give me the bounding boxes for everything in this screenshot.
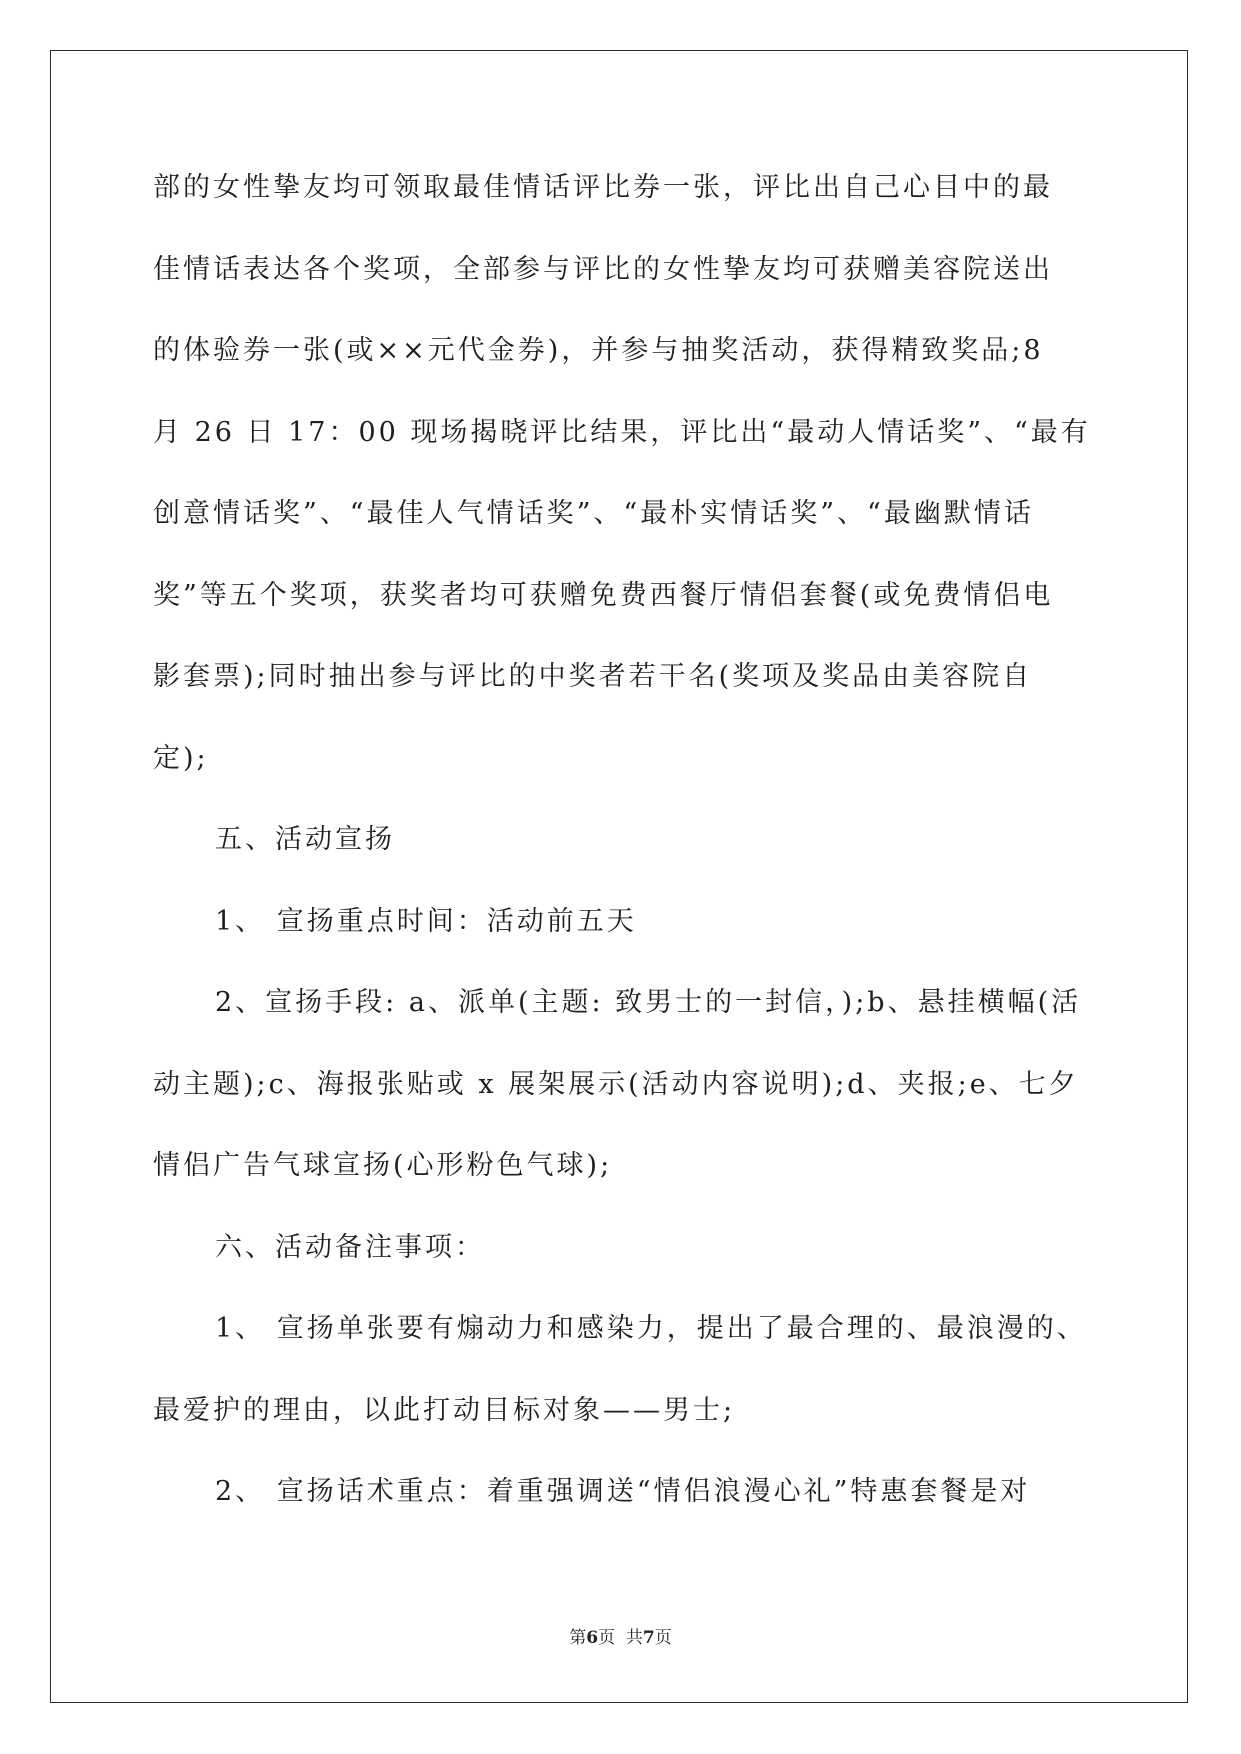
text-line: 的体验券一张(或××元代金券)，并参与抽奖活动，获得精致奖品;8 — [153, 335, 1044, 366]
document-body — [153, 147, 1113, 1533]
text-line: 创意情话奖”、“最佳人气情话奖”、“最朴实情话奖”、“最幽默情话 — [153, 498, 1034, 529]
footer-label: 页 — [654, 1628, 672, 1648]
text-line: 定); — [153, 742, 209, 774]
total-pages: 7 — [642, 1628, 655, 1648]
text-line: 2、 宣扬话术重点：着重强调送“情侣浪漫心礼”特惠套餐是对 — [215, 1476, 1031, 1507]
text-line: 情侣广告气球宣扬(心形粉色气球); — [153, 1150, 613, 1181]
footer-label: 第 — [569, 1628, 587, 1648]
text-line: 2、宣扬手段: a、派单(主题: 致男士的一封信，);b、悬挂横幅(活 — [215, 987, 1082, 1018]
footer-label: 页 共 — [598, 1628, 643, 1648]
text-line: 奖”等五个奖项，获奖者均可获赠免费西餐厅情侣套餐(或免费情侣电 — [153, 579, 1054, 611]
text-line: 1、 宣扬单张要有煽动力和感染力，提出了最合理的、最浪漫的、 — [215, 1313, 1087, 1344]
section-heading: 六、活动备注事项： — [215, 1231, 485, 1263]
text-line: 动主题);c、海报张贴或 x 展架展示(活动内容说明);d、夹报;e、七夕 — [153, 1068, 1079, 1100]
text-line: 1、 宣扬重点时间：活动前五天 — [215, 905, 637, 937]
text-line: 最爱护的理由，以此打动目标对象——男士; — [153, 1394, 736, 1426]
text-line: 月 26 日 17：00 现场揭晓评比结果，评比出“最动人情话奖”、“最有 — [153, 416, 1091, 448]
section-heading: 五、活动宣扬 — [215, 824, 395, 855]
text-line: 影套票);同时抽出参与评比的中奖者若干名(奖项及奖品由美容院自 — [153, 661, 1033, 692]
page-number: 6 — [586, 1628, 599, 1648]
text-line: 佳情话表达各个奖项，全部参与评比的女性挚友均可获赠美容院送出 — [153, 253, 1053, 285]
text-line: 部的女性挚友均可领取最佳情话评比券一张，评比出自己心目中的最 — [153, 172, 1053, 203]
page-footer — [0, 1626, 1241, 1650]
